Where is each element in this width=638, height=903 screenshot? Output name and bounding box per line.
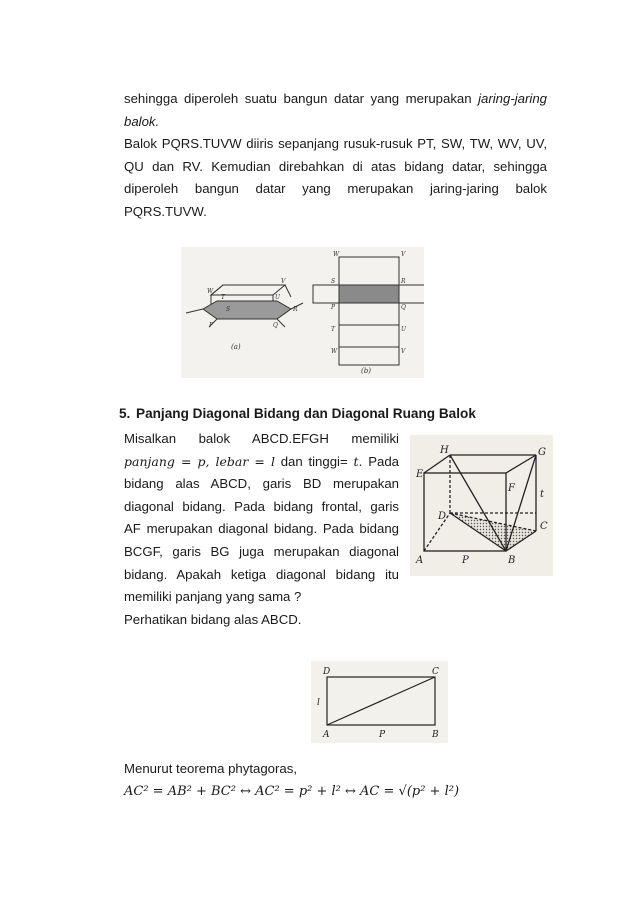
paragraph-line: QU dan RV. Kemudian direbahkan di atas bidang datar, sehingga <box>124 158 547 174</box>
vertex-label-r: R <box>293 306 298 313</box>
vertex-label-u2: U <box>401 326 407 333</box>
vertex-label-w: W <box>207 288 214 295</box>
top-paragraph <box>124 88 547 224</box>
vertex-label-f: F <box>508 483 515 494</box>
vertex-label-s2: S <box>331 278 336 285</box>
vertex-label-t2: T <box>331 326 336 333</box>
side-label-l: l <box>317 698 320 708</box>
paragraph-line: AF merupakan diagonal bidang. Pada bidang <box>124 521 399 537</box>
cuboid-net-diagram <box>181 247 424 378</box>
italic-term: jaring-jaring <box>478 91 547 106</box>
paragraph-line: Balok PQRS.TUVW diiris sepanjang rusuk-rusuk PT, SW, TW, WV, UV, <box>124 136 547 152</box>
paragraph-line: bidang. Apakah ketiga diagonal bidang itu <box>124 566 399 582</box>
vertex-label-q: Q <box>273 322 278 329</box>
paragraph-line: sehingga diperoleh suatu bangun datar yang merupakan jaring-jaring <box>124 91 547 106</box>
paragraph-line: diagonal bidang. Pada bidang frontal, garis <box>124 498 399 514</box>
section-number: 5. <box>119 406 131 421</box>
math-expression: panjang = p, lebar = l <box>124 453 275 469</box>
cuboid-figure <box>410 435 553 576</box>
vertex-label-q2: Q <box>401 304 406 311</box>
vertex-label-v2: V <box>401 251 406 258</box>
vertex-label-p2: P <box>331 304 336 311</box>
vertex-label-s: S <box>226 306 231 313</box>
vertex-label-r2: R <box>401 278 406 285</box>
edge-label-t: t <box>540 489 545 500</box>
vertex-label-c: C <box>540 521 548 532</box>
edge-label-p: P <box>462 555 469 566</box>
vertex-label-b: B <box>508 555 516 566</box>
paragraph-line: Misalkan balok ABCD.EFGH memiliki <box>124 431 399 446</box>
vertex-label-a: A <box>323 730 330 740</box>
vertex-label-a: A <box>416 555 424 566</box>
cuboid-net-figure <box>181 247 424 378</box>
section-title: Panjang Diagonal Bidang dan Diagonal Ruang Balok <box>136 406 476 421</box>
pythagoras-block <box>124 758 574 803</box>
vertex-label-g: G <box>538 447 546 458</box>
paragraph-line: diperoleh bangun datar yang merupakan jaring-jaring balok <box>124 181 547 197</box>
pythagoras-formula: AC² = AB² + BC² ↔ AC² = p² + l² ↔ AC = √(p² + l²) <box>124 783 460 799</box>
rectangle-diagram <box>311 661 448 743</box>
vertex-label-w2: W <box>333 251 340 258</box>
pythagoras-intro: Menurut teorema phytagoras, <box>124 761 297 776</box>
vertex-label-w3: W <box>331 348 338 355</box>
vertex-label-u: U <box>275 294 281 301</box>
paragraph-line: memiliki panjang yang sama ? <box>124 589 302 605</box>
vertex-label-d: D <box>323 667 331 677</box>
vertex-label-c: C <box>432 667 439 677</box>
vertex-label-b: B <box>432 730 439 740</box>
caption-a: (a) <box>231 343 241 351</box>
vertex-label-t: T <box>221 294 226 301</box>
paragraph-line: Perhatikan bidang alas ABCD. <box>124 611 302 627</box>
vertex-label-p: P <box>209 322 214 329</box>
vertex-label-e: E <box>416 469 424 480</box>
vertex-label-d: D <box>438 511 447 522</box>
paragraph-line: BCGF, garis BG juga merupakan diagonal <box>124 543 399 559</box>
vertex-label-v3: V <box>401 348 406 355</box>
paragraph-line: panjang = p, lebar = l dan tinggi= t. Pada <box>124 453 400 469</box>
cuboid-diagram <box>410 435 553 576</box>
rectangle-figure <box>311 661 448 743</box>
paragraph-line: PQRS.TUVW. <box>124 203 207 219</box>
section5-paragraph <box>124 428 399 631</box>
vertex-label-h: H <box>440 445 449 456</box>
caption-b: (b) <box>361 367 371 375</box>
vertex-label-v: V <box>281 278 286 285</box>
paragraph-line: balok. <box>124 113 160 129</box>
paragraph-line: bidang alas ABCD, garis BD merupakan <box>124 476 399 492</box>
side-label-p: P <box>379 730 386 740</box>
